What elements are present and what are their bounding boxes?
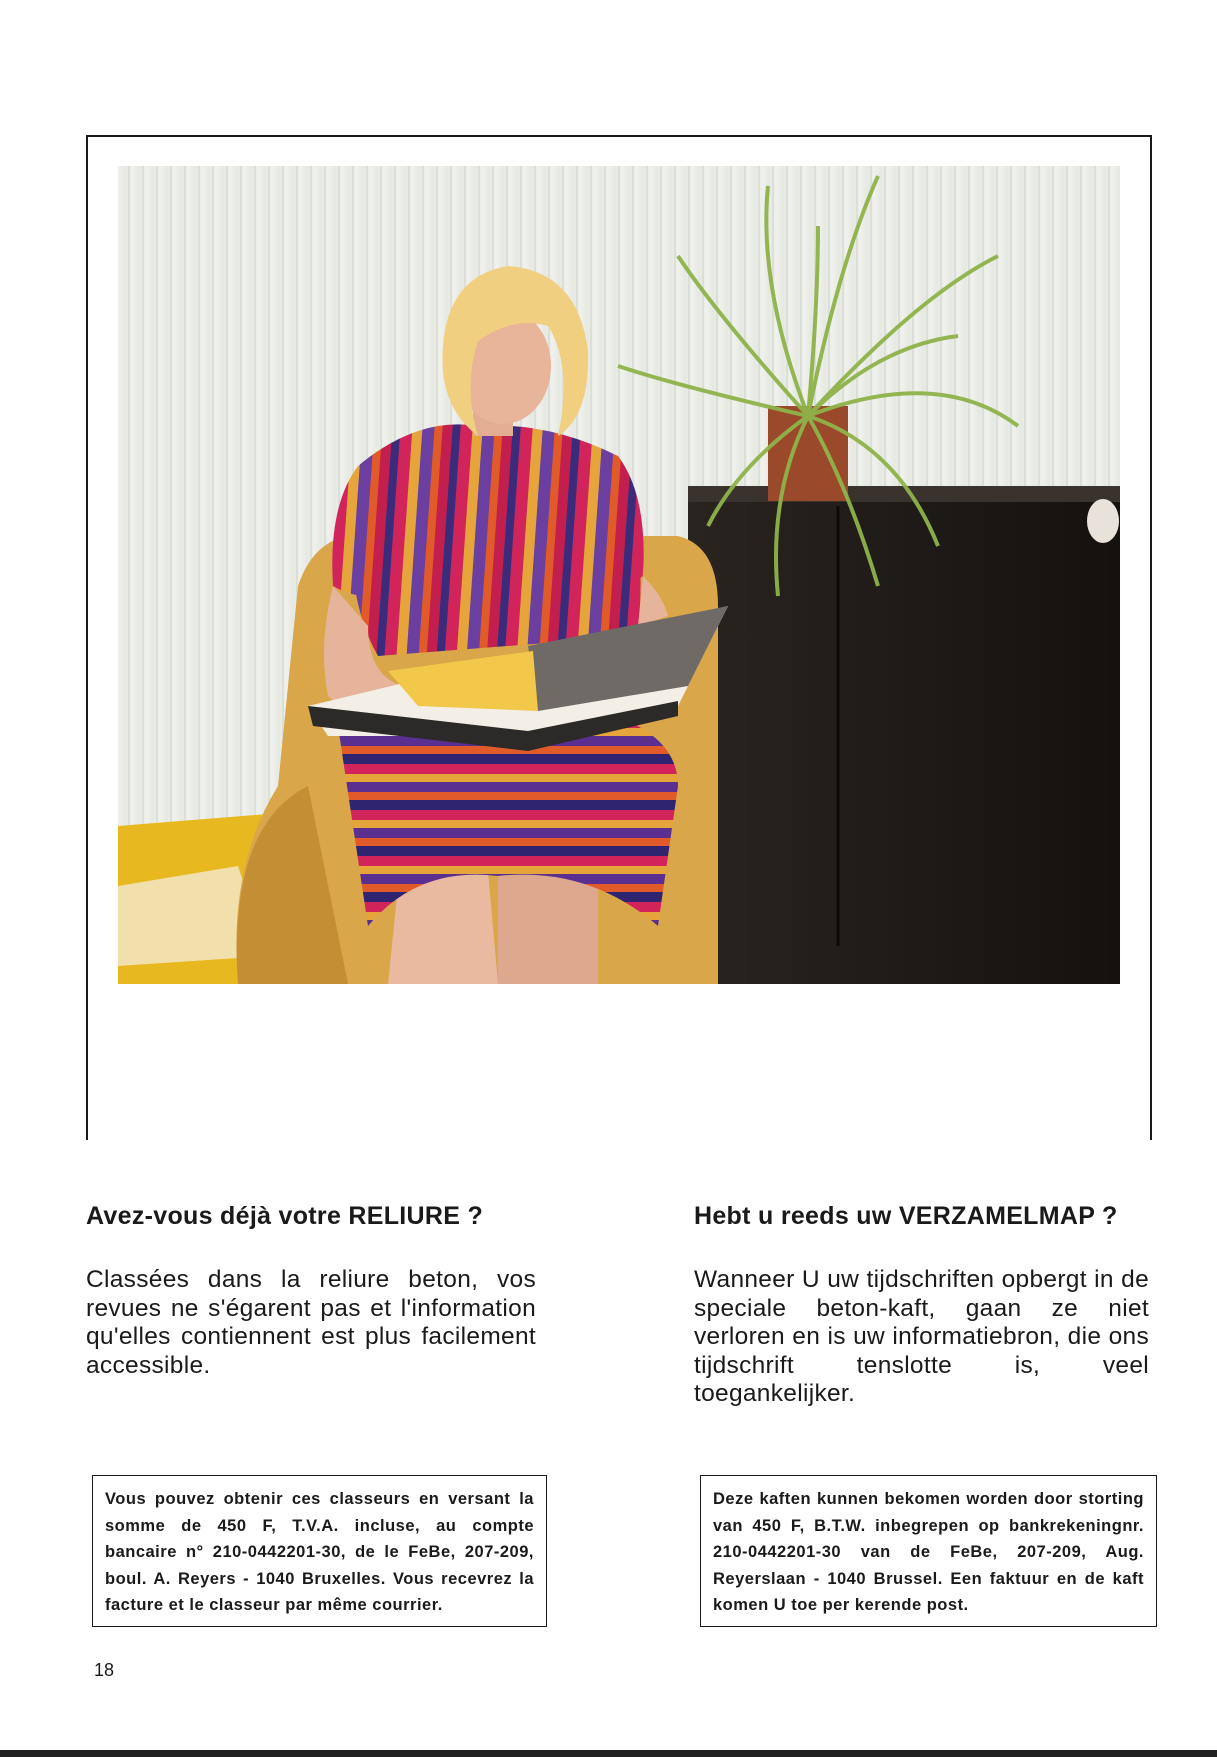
dutch-column (694, 1200, 1149, 1409)
photo-woman-reading-binder (118, 166, 1120, 984)
french-column (86, 1200, 536, 1380)
dutch-order-info-box: Deze kaften kunnen bekomen worden door storting van 450 F, B.T.W. inbegrepen op bankrekeningnr. 210-0442201-30 van de FeBe, 207-209, Aug. Reyerslaan - 1040 Brussel. Een faktuur en de kaft komen U toe per kerende post. (700, 1475, 1157, 1627)
french-heading: Avez-vous déjà votre RELIURE ? (86, 1202, 484, 1230)
french-order-info-box: Vous pouvez obtenir ces classeurs en versant la somme de 450 F, T.V.A. incluse, au compte bancaire n° 210-0442201-30, de le FeBe, 207-209, boul. A. Reyers - 1040 Bruxelles. Vous recevrez la facture et le classeur par même courrier. (92, 1475, 547, 1627)
dutch-body: Wanneer U uw tijdschriften opbergt in de speciale beton-kaft, gaan ze niet verloren en is uw informatiebron, die ons tijdschrift tenslotte is, veel toegankelijker. (694, 1266, 1149, 1407)
dutch-heading: Hebt u reeds uw VERZAMELMAP ? (694, 1202, 1118, 1230)
page-number: 18 (94, 1660, 115, 1680)
french-body: Classées dans la reliure beton, vos revues ne s'égarent pas et l'information qu'elles contiennent est plus facilement accessible. (86, 1266, 536, 1379)
bottom-edge (0, 1750, 1217, 1757)
